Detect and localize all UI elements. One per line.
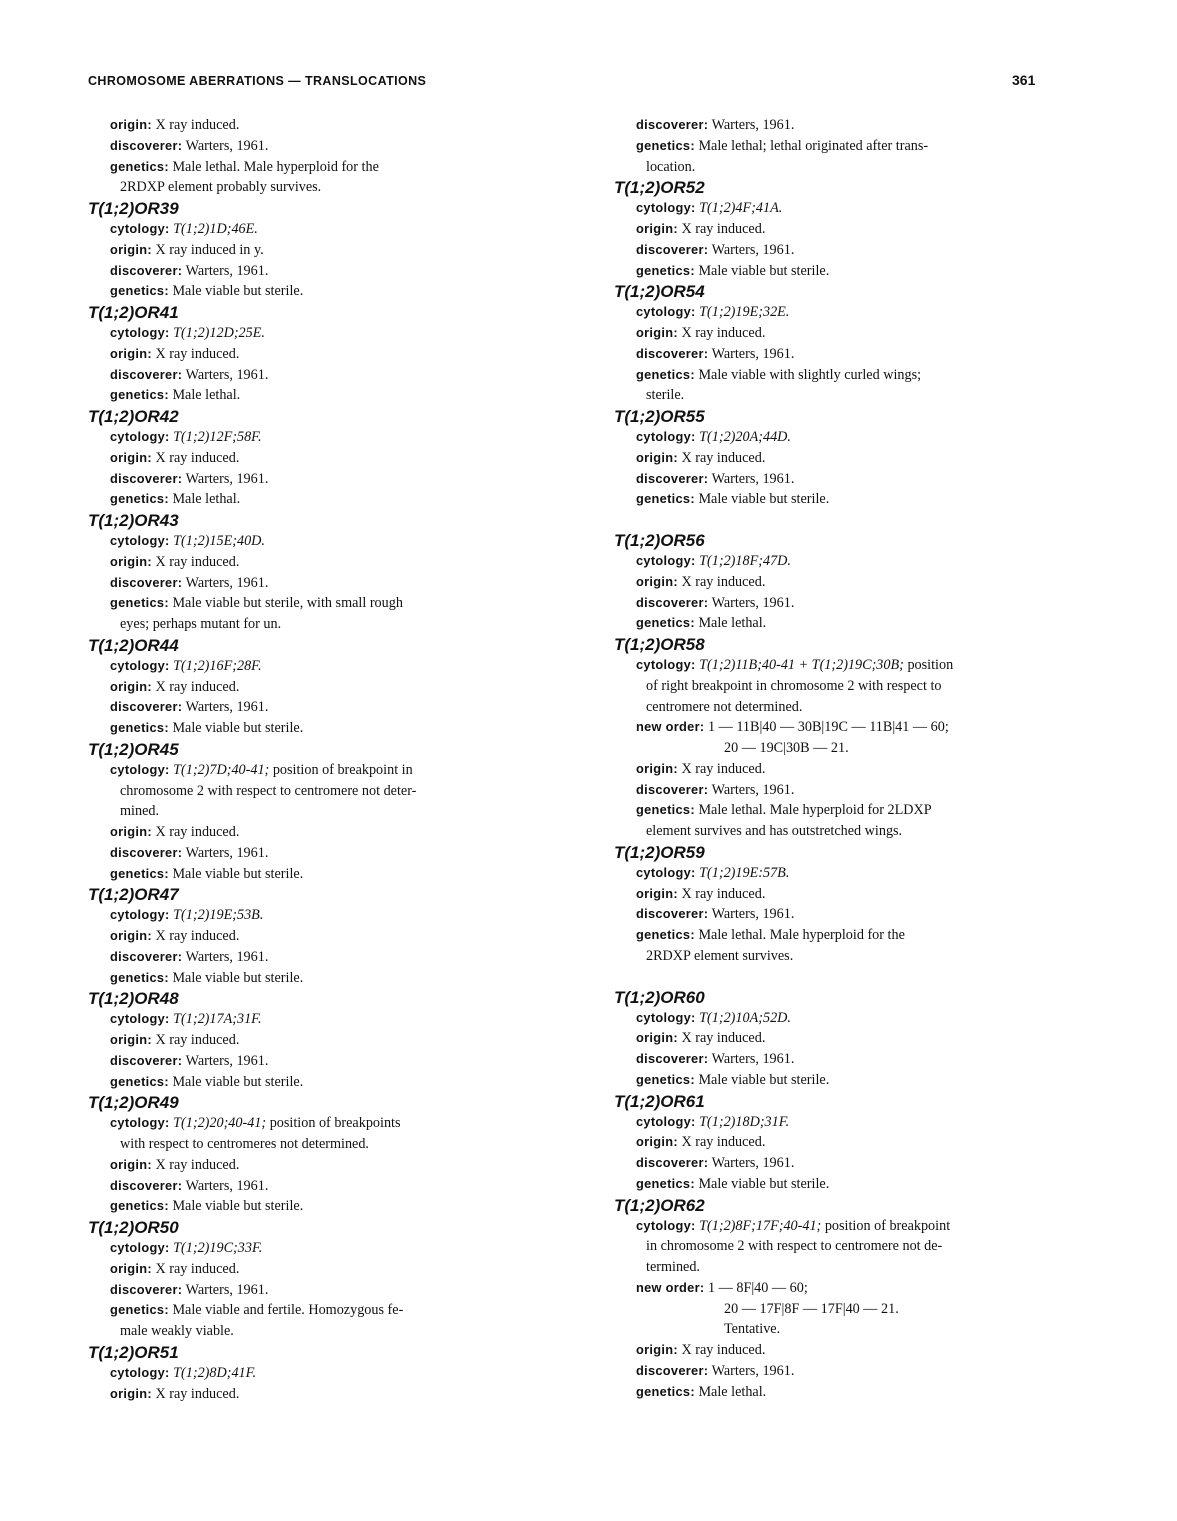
entry-or47 xyxy=(88,884,558,988)
discoverer-value: Warters, 1961. xyxy=(711,781,795,798)
genetics-value: Male viable but sterile. xyxy=(172,1198,304,1215)
field-label: cytology: xyxy=(636,1217,696,1233)
field-label: cytology: xyxy=(636,200,696,216)
discoverer-value: Warters, 1961. xyxy=(711,1155,795,1171)
entry-title: T(1;2)OR61 xyxy=(614,1091,705,1111)
discoverer-value: Warters, 1961. xyxy=(711,117,795,133)
genetics-value-cont: 2RDXP element survives. xyxy=(646,947,794,964)
field-label: discoverer: xyxy=(636,241,709,257)
entry-continuation xyxy=(88,115,558,198)
genetics-value: Male lethal. xyxy=(698,1383,767,1400)
field-label: new order: xyxy=(636,719,705,735)
entry-or50 xyxy=(88,1217,558,1342)
origin-value: X ray induced. xyxy=(155,1385,240,1402)
field-label: genetics: xyxy=(110,720,169,735)
cytology-value: T(1;2)18F;47D. xyxy=(699,553,791,569)
new-order-value-cont: 20 — 17F|8F — 17F|40 — 21. xyxy=(724,1300,899,1317)
genetics-value-cont: element survives and has outstretched wings. xyxy=(646,823,903,839)
entry-or48 xyxy=(88,988,558,1092)
cytology-value-cont: mined. xyxy=(120,803,160,820)
cytology-value-cont: centromere not determined. xyxy=(646,698,803,715)
genetics-value: Male lethal. Male hyperploid for 2LDXP xyxy=(698,802,932,819)
field-label: genetics: xyxy=(110,283,169,299)
new-order-value-cont: 20 — 19C|30B — 21. xyxy=(724,740,849,756)
discoverer-value: Warters, 1961. xyxy=(185,1052,269,1069)
entry-or61 xyxy=(614,1091,1084,1195)
discoverer-value: Warters, 1961. xyxy=(185,844,269,861)
field-label: discoverer: xyxy=(636,1155,709,1170)
field-label: origin: xyxy=(110,345,152,361)
origin-value: X ray induced. xyxy=(681,573,766,590)
left-column xyxy=(88,115,558,1404)
field-label: discoverer: xyxy=(110,366,183,382)
entry-or41 xyxy=(88,302,558,406)
genetics-value: Male viable but sterile. xyxy=(698,1175,830,1192)
field-label: origin: xyxy=(636,1134,678,1150)
field-label: genetics: xyxy=(110,1198,169,1214)
field-label: cytology: xyxy=(110,533,170,548)
origin-value: X ray induced. xyxy=(681,325,766,341)
cytology-value: T(1;2)8D;41F. xyxy=(173,1364,257,1381)
entry-title: T(1;2)OR55 xyxy=(614,407,705,426)
entry-title: T(1;2)OR48 xyxy=(88,989,179,1009)
cytology-note: position of breakpoints xyxy=(266,1115,401,1132)
field-label: origin: xyxy=(110,241,152,257)
origin-value: X ray induced. xyxy=(155,1260,240,1277)
genetics-value: Male viable but sterile. xyxy=(698,262,830,279)
field-label: origin: xyxy=(110,1032,152,1047)
field-label: origin: xyxy=(636,449,678,465)
field-label: cytology: xyxy=(110,1364,170,1380)
cytology-value: T(1;2)19E;53B. xyxy=(173,907,264,924)
discoverer-value: Warters, 1961. xyxy=(185,1177,269,1194)
discoverer-value: Warters, 1961. xyxy=(711,1051,795,1067)
field-label: cytology: xyxy=(636,657,696,672)
genetics-value: Male lethal. xyxy=(698,615,767,632)
discoverer-value: Warters, 1961. xyxy=(711,1362,795,1379)
field-label: genetics: xyxy=(110,491,169,507)
genetics-value: Male viable but sterile. xyxy=(698,1071,830,1088)
field-label: origin: xyxy=(110,449,152,465)
new-order-value-cont: Tentative. xyxy=(724,1321,781,1338)
entry-title: T(1;2)OR49 xyxy=(88,1093,179,1113)
field-label: genetics: xyxy=(110,158,169,174)
field-label: discoverer: xyxy=(110,262,183,278)
cytology-value: T(1;2)10A;52D. xyxy=(699,1009,791,1026)
field-label: discoverer: xyxy=(636,1051,709,1066)
cytology-value: T(1;2)7D;40-41; xyxy=(173,761,270,778)
field-label: origin: xyxy=(110,1156,152,1172)
genetics-value-cont: male weakly viable. xyxy=(120,1323,234,1339)
discoverer-value: Warters, 1961. xyxy=(711,906,795,923)
discoverer-value: Warters, 1961. xyxy=(711,470,795,487)
cytology-value: T(1;2)16F;28F. xyxy=(173,657,262,674)
entry-or55 xyxy=(614,406,1084,510)
field-label: discoverer: xyxy=(636,781,709,797)
field-label: new order: xyxy=(636,1279,705,1295)
genetics-value: Male viable but sterile, with small rough xyxy=(172,595,403,612)
field-label: origin: xyxy=(110,553,152,569)
discoverer-value: Warters, 1961. xyxy=(711,594,795,611)
entry-title: T(1;2)OR47 xyxy=(88,885,179,905)
entry-title: T(1;2)OR45 xyxy=(88,739,179,759)
cytology-note: position of breakpoint xyxy=(821,1217,951,1234)
genetics-value: Male lethal; lethal originated after trans- xyxy=(698,137,929,154)
field-label: discoverer: xyxy=(110,574,183,590)
field-label: origin: xyxy=(636,760,678,776)
origin-value: X ray induced. xyxy=(681,449,766,466)
cytology-value: T(1;2)19E:57B. xyxy=(699,864,790,881)
discoverer-value: Warters, 1961. xyxy=(185,948,269,965)
field-label: genetics: xyxy=(636,1383,695,1399)
field-label: discoverer: xyxy=(110,1281,183,1297)
field-label: discoverer: xyxy=(110,470,183,486)
cytology-value: T(1;2)17A;31F. xyxy=(173,1011,262,1028)
entry-title: T(1;2)OR52 xyxy=(614,178,705,198)
running-head: CHROMOSOME ABERRATIONS — TRANSLOCATIONS xyxy=(88,74,427,88)
origin-value: X ray induced. xyxy=(155,553,240,570)
entry-or43 xyxy=(88,510,558,635)
field-label: cytology: xyxy=(110,1115,170,1131)
cytology-value: T(1;2)12D;25E. xyxy=(173,325,265,341)
field-label: origin: xyxy=(636,1342,678,1357)
field-label: discoverer: xyxy=(636,1362,709,1378)
cytology-note: position of breakpoint in xyxy=(269,761,413,778)
genetics-value: Male viable but sterile. xyxy=(172,969,304,986)
field-label: discoverer: xyxy=(636,470,709,486)
genetics-value: Male lethal. Male hyperploid for the xyxy=(698,927,905,943)
entry-title: T(1;2)OR44 xyxy=(88,635,179,655)
entry-title: T(1;2)OR58 xyxy=(614,635,705,654)
origin-value: X ray induced. xyxy=(155,449,240,466)
field-label: discoverer: xyxy=(110,948,183,964)
field-label: cytology: xyxy=(636,1113,696,1129)
origin-value: X ray induced in y. xyxy=(155,241,264,258)
cytology-value: T(1;2)20;40-41; xyxy=(173,1115,267,1132)
entry-or60 xyxy=(614,987,1084,1091)
new-order-value: 1 — 11B|40 — 30B|19C — 11B|41 — 60; xyxy=(707,719,949,736)
field-label: cytology: xyxy=(110,325,170,340)
genetics-value: Male viable but sterile. xyxy=(172,865,304,882)
field-label: cytology: xyxy=(636,1009,696,1025)
field-label: origin: xyxy=(636,221,678,236)
field-label: genetics: xyxy=(110,865,169,881)
field-label: genetics: xyxy=(636,615,695,631)
field-label: genetics: xyxy=(636,927,695,942)
genetics-value-cont: sterile. xyxy=(646,387,685,404)
entry-or49 xyxy=(88,1092,558,1217)
cytology-value-cont: in chromosome 2 with respect to centromere not de- xyxy=(646,1238,943,1255)
entry-continuation xyxy=(614,115,1084,177)
entry-title: T(1;2)OR54 xyxy=(614,282,705,302)
field-label: genetics: xyxy=(110,1073,169,1089)
field-label: cytology: xyxy=(636,864,696,880)
field-label: cytology: xyxy=(110,1240,170,1255)
genetics-value-cont: 2RDXP element probably survives. xyxy=(120,179,322,196)
entry-or42 xyxy=(88,406,558,510)
field-label: discoverer: xyxy=(636,906,709,922)
origin-value: X ray induced. xyxy=(681,760,766,777)
genetics-value: Male viable but sterile. xyxy=(172,720,304,736)
cytology-value: T(1;2)12F;58F. xyxy=(173,429,262,445)
cytology-value: T(1;2)20A;44D. xyxy=(699,429,791,445)
entry-title: T(1;2)OR51 xyxy=(88,1342,179,1362)
genetics-value: Male viable but sterile. xyxy=(172,283,304,300)
entry-or54 xyxy=(614,281,1084,406)
field-label: cytology: xyxy=(110,657,170,673)
entry-title: T(1;2)OR59 xyxy=(614,842,705,862)
new-order-value: 1 — 8F|40 — 60; xyxy=(707,1279,808,1296)
origin-value: X ray induced. xyxy=(155,928,240,944)
cytology-value-cont: chromosome 2 with respect to centromere not deter- xyxy=(120,782,417,799)
genetics-value: Male lethal. xyxy=(172,387,241,404)
right-column xyxy=(614,115,1084,1402)
field-label: origin: xyxy=(110,1385,152,1401)
field-label: genetics: xyxy=(636,802,695,818)
genetics-value: Male viable with slightly curled wings; xyxy=(698,366,922,383)
cytology-value: T(1;2)11B;40-41 + T(1;2)19C;30B; xyxy=(699,657,904,673)
genetics-value: Male viable and fertile. Homozygous fe- xyxy=(172,1302,404,1319)
origin-value: X ray induced. xyxy=(681,1342,766,1358)
cytology-note: position xyxy=(903,657,954,673)
field-label: origin: xyxy=(110,928,152,943)
field-label: cytology: xyxy=(110,429,170,444)
field-label: origin: xyxy=(636,325,678,340)
entry-or59 xyxy=(614,842,1084,967)
entry-or58 xyxy=(614,634,1084,842)
field-label: origin: xyxy=(110,1260,152,1276)
origin-value: X ray induced. xyxy=(155,345,240,362)
discoverer-value: Warters, 1961. xyxy=(185,262,269,279)
discoverer-value: Warters, 1961. xyxy=(185,1281,269,1298)
cytology-value-cont: of right breakpoint in chromosome 2 with respect to xyxy=(646,677,942,694)
entry-title: T(1;2)OR62 xyxy=(614,1195,705,1215)
entry-or44 xyxy=(88,635,558,739)
field-label: discoverer: xyxy=(110,1177,183,1193)
entry-or52 xyxy=(614,177,1084,281)
field-label: origin: xyxy=(110,678,152,694)
field-label: origin: xyxy=(636,1030,678,1046)
field-label: cytology: xyxy=(636,429,696,444)
entry-title: T(1;2)OR56 xyxy=(614,531,705,550)
genetics-value: Male viable but sterile. xyxy=(172,1073,304,1090)
entry-title: T(1;2)OR50 xyxy=(88,1218,179,1237)
field-label: genetics: xyxy=(636,262,695,278)
field-label: genetics: xyxy=(636,1175,695,1191)
entry-or56 xyxy=(614,530,1084,634)
cytology-value: T(1;2)8F;17F;40-41; xyxy=(699,1217,822,1234)
origin-value: X ray induced. xyxy=(681,1030,766,1047)
field-label: genetics: xyxy=(110,387,169,403)
cytology-value-cont: termined. xyxy=(646,1259,700,1275)
discoverer-value: Warters, 1961. xyxy=(185,574,269,591)
field-label: origin: xyxy=(636,885,678,901)
field-label: discoverer: xyxy=(110,137,183,153)
entry-title: T(1;2)OR41 xyxy=(88,303,179,322)
field-label: genetics: xyxy=(636,366,695,382)
cytology-value: T(1;2)4F;41A. xyxy=(699,200,783,217)
field-label: discoverer: xyxy=(110,1052,183,1068)
entry-or39 xyxy=(88,198,558,302)
cytology-value-cont: with respect to centromeres not determined. xyxy=(120,1136,369,1152)
cytology-value: T(1;2)19C;33F. xyxy=(173,1240,263,1256)
field-label: origin: xyxy=(110,117,152,132)
field-label: cytology: xyxy=(636,553,696,568)
genetics-value: Male viable but sterile. xyxy=(698,491,830,508)
origin-value: X ray induced. xyxy=(155,1032,240,1048)
entry-title: T(1;2)OR42 xyxy=(88,407,179,426)
field-label: cytology: xyxy=(636,304,696,320)
field-label: genetics: xyxy=(110,969,169,985)
field-label: cytology: xyxy=(110,221,170,236)
field-label: discoverer: xyxy=(636,594,709,610)
discoverer-value: Warters, 1961. xyxy=(185,366,269,383)
cytology-value: T(1;2)19E;32E. xyxy=(699,304,790,321)
field-label: genetics: xyxy=(110,595,169,611)
discoverer-value: Warters, 1961. xyxy=(185,137,269,154)
cytology-value: T(1;2)1D;46E. xyxy=(173,221,258,237)
cytology-value: T(1;2)18D;31F. xyxy=(699,1113,790,1130)
field-label: origin: xyxy=(110,824,152,839)
entry-or62 xyxy=(614,1195,1084,1403)
field-label: genetics: xyxy=(636,491,695,507)
field-label: genetics: xyxy=(636,137,695,153)
field-label: cytology: xyxy=(110,761,170,777)
field-label: genetics: xyxy=(636,1071,695,1087)
field-label: origin: xyxy=(636,573,678,589)
entry-title: T(1;2)OR60 xyxy=(614,987,705,1007)
origin-value: X ray induced. xyxy=(681,1134,766,1151)
origin-value: X ray induced. xyxy=(681,885,766,902)
genetics-value: Male lethal. xyxy=(172,491,241,508)
entry-title: T(1;2)OR43 xyxy=(88,511,179,530)
field-label: discoverer: xyxy=(110,699,183,715)
field-label: discoverer: xyxy=(636,345,709,361)
field-label: genetics: xyxy=(110,1302,169,1318)
discoverer-value: Warters, 1961. xyxy=(185,699,269,716)
field-label: cytology: xyxy=(110,1011,170,1027)
entry-title: T(1;2)OR39 xyxy=(88,199,179,218)
page-number: 361 xyxy=(1012,72,1036,88)
entry-or51 xyxy=(88,1342,558,1405)
origin-value: X ray induced. xyxy=(681,221,766,237)
genetics-value-cont: location. xyxy=(646,158,696,175)
field-label: discoverer: xyxy=(636,117,709,132)
discoverer-value: Warters, 1961. xyxy=(711,345,795,362)
origin-value: X ray induced. xyxy=(155,824,240,840)
origin-value: X ray induced. xyxy=(155,1156,240,1173)
field-label: discoverer: xyxy=(110,844,183,860)
genetics-value: Male lethal. Male hyperploid for the xyxy=(172,158,379,175)
origin-value: X ray induced. xyxy=(155,117,240,133)
cytology-value: T(1;2)15E;40D. xyxy=(173,533,265,549)
entry-or45 xyxy=(88,739,558,885)
field-label: cytology: xyxy=(110,907,170,923)
discoverer-value: Warters, 1961. xyxy=(185,470,269,487)
genetics-value-cont: eyes; perhaps mutant for un. xyxy=(120,616,282,632)
origin-value: X ray induced. xyxy=(155,678,240,695)
discoverer-value: Warters, 1961. xyxy=(711,241,795,258)
